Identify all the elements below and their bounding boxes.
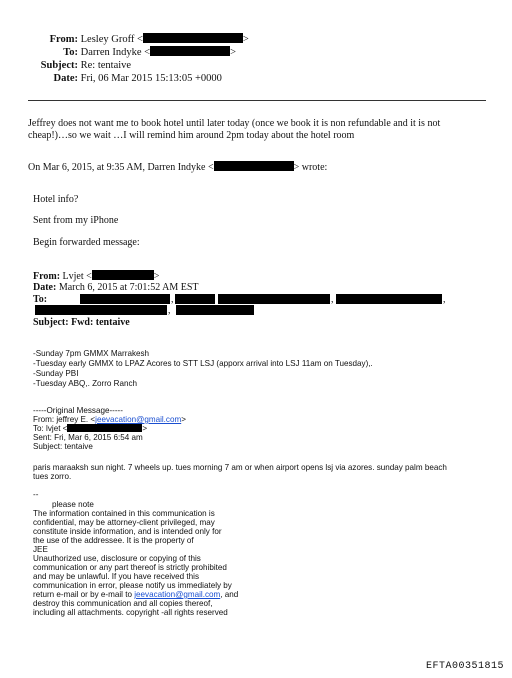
original-subject: Subject: tentaive <box>33 442 93 451</box>
message-line-2: cheap!)…so we wait …I will remind him around 2pm today about the hotel room <box>28 130 355 141</box>
itinerary-item: -Tuesday ABQ,. Zorro Ranch <box>33 379 138 388</box>
to-label: To: <box>63 47 78 58</box>
sig-line: communication or any part thereof is strictly prohibited <box>33 563 227 572</box>
header-date <box>0 72 222 85</box>
header-subject <box>0 59 131 72</box>
redaction-bar <box>218 294 330 304</box>
sig-line: return e-mail or by e-mail to jeevacation@gmail.com, and <box>33 590 239 599</box>
redaction-bar <box>175 294 215 304</box>
sig-line: and may be unlawful. If you have received this <box>33 572 200 581</box>
original-sent: Sent: Fri, Mar 6, 2015 6:54 am <box>33 433 143 442</box>
sig-line: confidential, may be attorney-client privileged, may <box>33 518 215 527</box>
sig-line: constitute inside information, and is intended only for <box>33 527 222 536</box>
email-link[interactable]: jeevacation@gmail.com <box>95 415 182 424</box>
redaction-bar <box>176 305 254 315</box>
sig-line: communication in error, please notify us immediately by <box>33 581 232 590</box>
itinerary-item: -Tuesday early GMMX to LPAZ Acores to STT LSJ (apporx arrival into LSJ 11am on Tuesday),. <box>33 359 373 368</box>
original-divider: -----Original Message----- <box>33 406 123 415</box>
redaction-bar <box>35 305 167 315</box>
date-label: Date: <box>53 73 78 84</box>
original-from: From: jeffrey E. <jeevacation@gmail.com> <box>33 415 186 424</box>
original-body-2: tues zorro. <box>33 472 72 481</box>
fwd-to: To: <box>33 294 48 305</box>
sig-line: JEE <box>33 545 48 554</box>
header-from: From: Lesley Groff < > <box>0 33 249 46</box>
sig-line: the use of the addressee. It is the property of <box>33 536 194 545</box>
hotel-info: Hotel info? <box>33 194 79 205</box>
itinerary-item: -Sunday 7pm GMMX Marrakesh <box>33 349 150 358</box>
header-to: To: Darren Indyke < > <box>0 46 236 59</box>
subject-value: Re: tentaive <box>80 60 132 71</box>
redaction-bar <box>80 294 170 304</box>
quote-intro: On Mar 6, 2015, at 9:35 AM, Darren Indyke < > wrote: <box>28 162 328 173</box>
redaction-bar <box>336 294 442 304</box>
sig-line: Unauthorized use, disclosure or copying of this <box>33 554 201 563</box>
itinerary-item: -Sunday PBI <box>33 369 79 378</box>
redaction-bar <box>150 46 230 56</box>
sig-dashes: -- <box>33 490 39 499</box>
redaction-bar <box>214 161 294 171</box>
from-value: Lesley Groff < <box>80 34 143 45</box>
original-body-1: paris maraaksh sun night. 7 wheels up. tues morning 7 am or when airport opens lsj via azores. sunday palm beach <box>33 463 447 472</box>
header-divider <box>28 100 486 101</box>
message-line-1: Jeffrey does not want me to book hotel until later today (once we book it is non refundable and it is not <box>28 118 441 129</box>
sig-line: The information contained in this communication is <box>33 509 215 518</box>
fwd-subject: Subject: Fwd: tentaive <box>33 317 130 328</box>
email-link[interactable]: jeevacation@gmail.com <box>134 590 221 599</box>
redaction-bar <box>67 424 142 432</box>
redaction-bar <box>143 33 243 43</box>
from-label: From: <box>49 34 78 45</box>
fwd-from: From: Lvjet < > <box>33 271 160 282</box>
subject-label: Subject: <box>40 60 78 71</box>
begin-forwarded: Begin forwarded message: <box>33 237 140 248</box>
redaction-bar <box>92 270 154 280</box>
sig-line: destroy this communication and all copies thereof, <box>33 599 213 608</box>
sent-from: Sent from my iPhone <box>33 215 119 226</box>
date-value: Fri, 06 Mar 2015 15:13:05 +0000 <box>80 73 222 84</box>
fwd-date: Date: March 6, 2015 at 7:01:52 AM EST <box>33 282 199 293</box>
original-to: To: lvjet < > <box>33 424 148 433</box>
to-value: Darren Indyke < <box>80 47 151 58</box>
sig-note: please note <box>52 500 94 509</box>
sig-line: including all attachments. copyright -all rights reserved <box>33 608 228 617</box>
bates-number: EFTA00351815 <box>425 661 504 672</box>
